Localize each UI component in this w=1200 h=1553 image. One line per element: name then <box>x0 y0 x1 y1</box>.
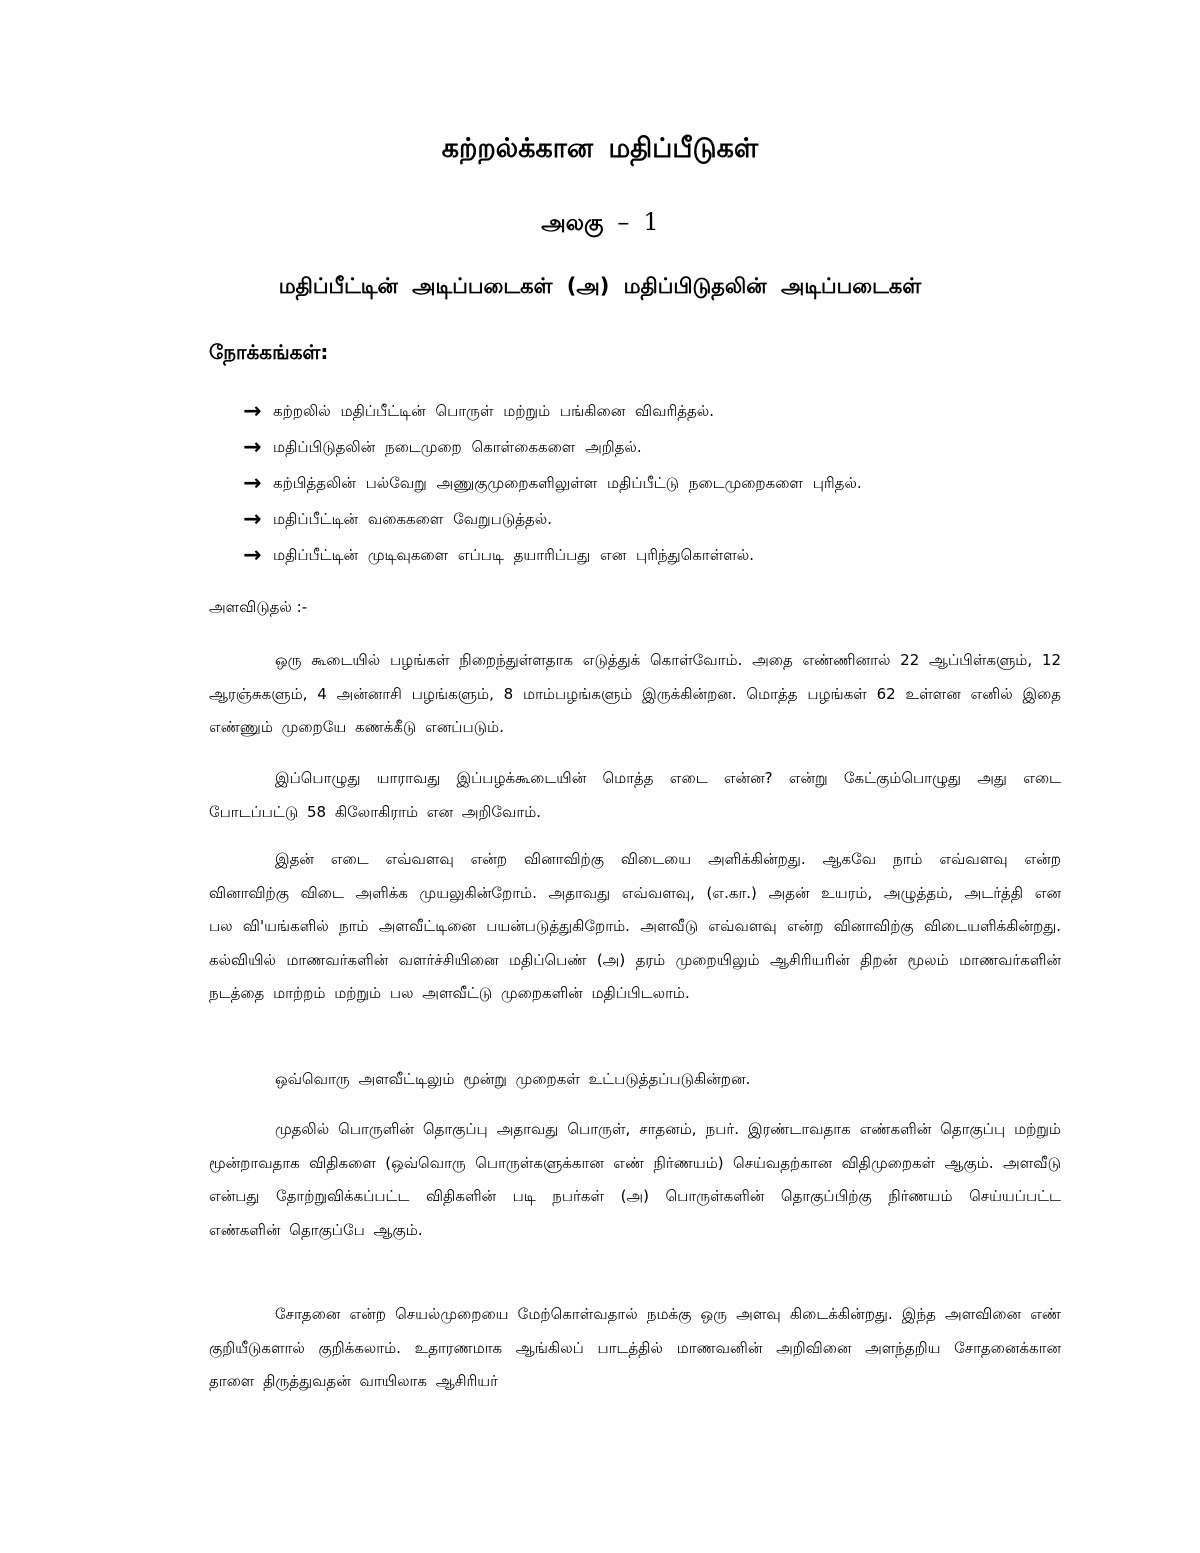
body-paragraph: முதலில் பொருளின் தொகுப்பு அதாவது பொருள், சாதனம், நபர். இரண்டாவதாக எண்களின் தொகுப்பு மற்றும் மூன்றாவதாக விதிகளை (ஒவ்வொரு பொருள்களுக்கான எண் நிர்ணயம்) செய்வதற்கான விதிமுறைகள் ஆகும். அளவீடு என்பது தோற்றுவிக்கப்பட்ட விதிகளின் படி நபர்கள் (அ) பொருள்களின் தொகுப்பிற்கு நிர்ணயம் செய்யப்பட்ட எண்களின் தொகுப்பே ஆகும். <box>209 1120 1061 1239</box>
objectives-list <box>243 398 862 578</box>
objective-item <box>243 398 862 434</box>
objective-text: கற்பித்தலின் பல்வேறு அணுகுமுறைகளிலுள்ள மதிப்பீட்டு நடைமுறைகளை புரிதல். <box>273 474 862 492</box>
objective-text: மதிப்பீட்டின் முடிவுகளை எப்படி தயாரிப்பது என புரிந்துகொள்ளல். <box>273 546 755 564</box>
body-paragraph: ஒரு கூடையில் பழங்கள் நிறைந்துள்ளதாக எடுத்துக் கொள்வோம். அதை எண்ணினால் 22 ஆப்பிள்களும், 12 ஆரஞ்சுகளும், 4 அன்னாசி பழங்களும், 8 மாம்பழங்களும் இருக்கின்றன. மொத்த பழங்கள் 62 உள்ளன எனில் இதை எண்ணும் முறையே கணக்கீடு எனப்படும். <box>209 651 1061 737</box>
objective-text: மதிப்பிடுதலின் நடைமுறை கொள்கைகளை அறிதல். <box>273 438 642 456</box>
objectives-heading: நோக்கங்கள்: <box>209 340 329 364</box>
objective-item <box>243 434 862 470</box>
body-paragraph: இப்பொழுது யாராவது இப்பழக்கூடையின் மொத்த எடை என்ன? என்று கேட்கும்பொழுது அது எடை போடப்பட்டு 58 கிலோகிராம் என அறிவோம். <box>209 769 1061 821</box>
objective-item <box>243 470 862 506</box>
document-title: கற்றல்க்கான மதிப்பீடுகள் <box>441 133 759 164</box>
right-arrow-icon: → <box>243 543 262 568</box>
unit-separator: – <box>617 208 630 236</box>
unit-heading <box>0 208 1200 239</box>
objective-item <box>243 542 862 578</box>
right-arrow-icon: → <box>243 399 262 424</box>
unit-label: அலகு <box>541 211 604 236</box>
measurement-label: அளவிடுதல் :- <box>209 598 308 616</box>
section-subtitle: மதிப்பீட்டின் அடிப்படைகள் (அ) மதிப்பிடுதலின் அடிப்படைகள் <box>278 274 922 298</box>
body-paragraph: இதன் எடை எவ்வளவு என்ற வினாவிற்கு விடையை அளிக்கின்றது. ஆகவே நாம் எவ்வளவு என்ற வினாவிற்கு விடை அளிக்க முயலுகின்றோம். அதாவது எவ்வளவு, (எ.கா.) அதன் உயரம், அழுத்தம், அடர்த்தி என பல வி'யங்களில் நாம் அளவீட்டினை பயன்படுத்துகிறோம். அளவீடு எவ்வளவு என்ற வினாவிற்கு விடையளிக்கின்றது. கல்வியில் மாணவர்களின் வளர்ச்சியினை மதிப்பெண் (அ) தரம் முறையிலும் ஆசிரியரின் திறன் மூலம் மாணவர்களின் நடத்தை மாற்றம் மற்றும் பல அளவீட்டு முறைகளின் மதிப்பிடலாம். <box>209 850 1061 1003</box>
objective-item <box>243 506 862 542</box>
body-paragraph: சோதனை என்ற செயல்முறையை மேற்கொள்வதால் நமக்கு ஒரு அளவு கிடைக்கின்றது. இந்த அளவினை எண் குறியீடுகளால் குறிக்கலாம். உதாரணமாக ஆங்கிலப் பாடத்தில் மாணவனின் அறிவினை அளந்தறிய சோதனைக்கான தாளை திருத்துவதன் வாயிலாக ஆசிரியர் <box>209 1305 1061 1391</box>
right-arrow-icon: → <box>243 507 262 532</box>
right-arrow-icon: → <box>243 435 262 460</box>
unit-number: 1 <box>643 208 659 236</box>
body-paragraph: ஒவ்வொரு அளவீட்டிலும் மூன்று முறைகள் உட்படுத்தப்படுகின்றன. <box>275 1070 751 1088</box>
objective-text: மதிப்பீட்டின் வகைகளை வேறுபடுத்தல். <box>273 510 552 528</box>
right-arrow-icon: → <box>243 471 262 496</box>
objective-text: கற்றலில் மதிப்பீட்டின் பொருள் மற்றும் பங்கினை விவரித்தல். <box>273 402 715 420</box>
